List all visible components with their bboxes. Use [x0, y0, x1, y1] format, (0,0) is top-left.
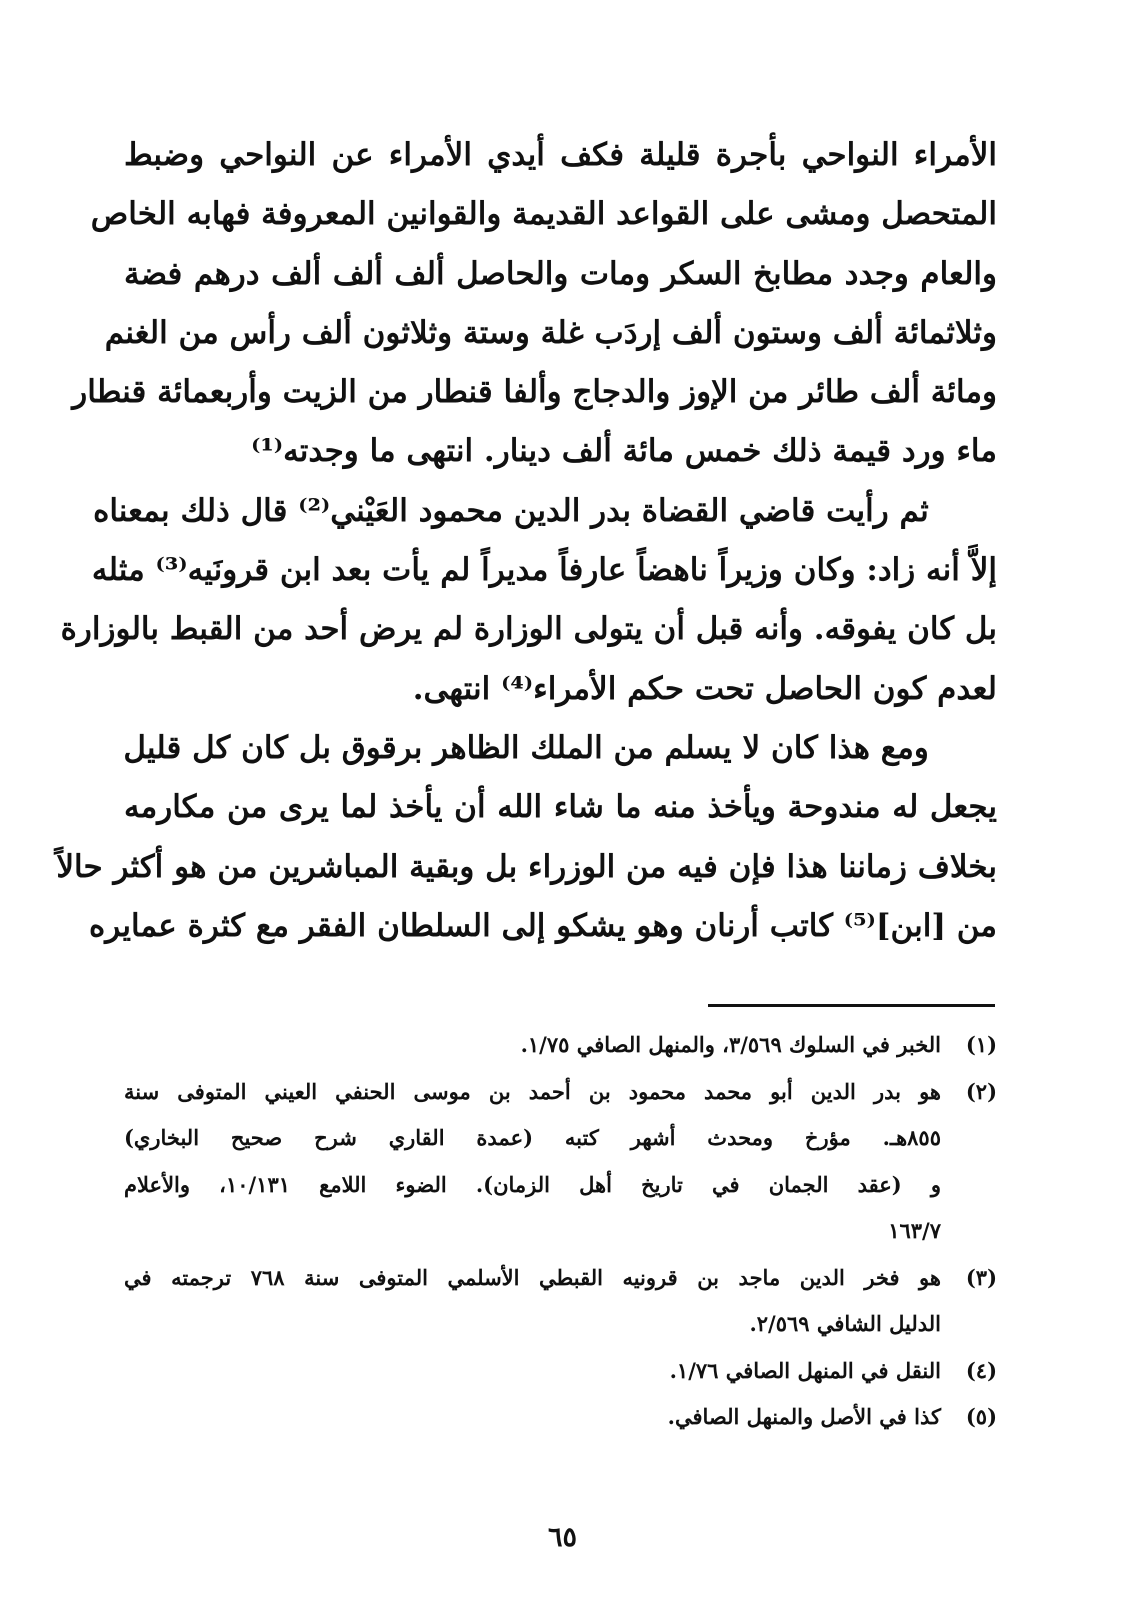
footnote-number: (٢)	[965, 1078, 997, 1104]
footnote-line: النقل في المنهل الصافي ١/٧٦.	[669, 1357, 941, 1383]
footnote-line: ٨٥٥هـ. مؤرخ ومحدث أشهر كتبه (عمدة القاري شرح صحيح البخاري)	[124, 1125, 941, 1150]
footnote-line: الدليل الشافي ٢/٥٦٩.	[749, 1311, 941, 1336]
text-line: ثم رأيت قاضي القضاة بدر الدين محمود العَيْني⁽²⁾ قال ذلك بمعناه	[93, 492, 929, 529]
footnote-text	[124, 1255, 941, 1348]
page-number: ٦٥	[547, 1522, 577, 1553]
main-text	[56, 126, 997, 956]
footnote-1	[124, 1022, 997, 1069]
text-line: لعدم كون الحاصل تحت حكم الأمراء⁽⁴⁾ انتهى.	[412, 670, 997, 707]
text-line: بخلاف زماننا هذا فإن فيه من الوزراء بل وبقية المباشرين من هو أكثر حالاً	[56, 848, 997, 885]
footnote-line: الخبر في السلوك ٣/٥٦٩، والمنهل الصافي ١/٧٥.	[520, 1032, 941, 1057]
footnote-number: (٣)	[965, 1264, 997, 1290]
footnotes	[124, 1022, 997, 1441]
footnote-text	[124, 1069, 941, 1255]
text-line: إلاَّ أنه زاد: وكان وزيراً ناهضاً عارفاً مديراً لم يأت بعد ابن قرونَيه⁽³⁾ مثله	[91, 552, 997, 589]
footnote-3	[124, 1255, 997, 1348]
footnote-4	[124, 1348, 997, 1395]
footnote-line: ١٦٣/٧	[888, 1218, 941, 1243]
footnote-line: كذا في الأصل والمنهل الصافي.	[667, 1404, 941, 1429]
footnote-text	[124, 1022, 941, 1069]
text-line: والعام وجدد مطابخ السكر ومات والحاصل ألف ألف ألف درهم فضة	[124, 255, 997, 292]
footnote-number: (١)	[965, 1032, 997, 1057]
text-line: الأمراء النواحي بأجرة قليلة فكف أيدي الأمراء عن النواحي وضبط	[124, 137, 997, 173]
text-line: ماء ورد قيمة ذلك خمس مائة ألف دينار. انتهى ما وجدته⁽¹⁾	[251, 433, 997, 470]
footnote-line: هو بدر الدين أبو محمد محمود بن أحمد بن موسى الحنفي العيني المتوفى سنة	[124, 1078, 941, 1104]
footnote-text	[124, 1394, 941, 1441]
footnote-separator	[708, 1004, 995, 1007]
footnote-line: هو فخر الدين ماجد بن قرونيه القبطي الأسلمي المتوفى سنة ٧٦٨ ترجمته في	[124, 1264, 941, 1290]
footnote-line: و (عقد الجمان في تاريخ أهل الزمان). الضوء اللامع ١٠/١٣١، والأعلام	[124, 1171, 942, 1197]
footnote-2	[124, 1069, 997, 1255]
paragraph-2	[60, 482, 997, 719]
text-line: من [ابن]⁽⁵⁾ كاتب أرنان وهو يشكو إلى السلطان الفقر مع كثرة عمايره	[88, 907, 997, 944]
paragraph-1	[72, 126, 997, 482]
text-line: وثلاثمائة ألف وستون ألف إردَب غلة وستة وثلاثون ألف رأس من الغنم	[104, 314, 997, 351]
footnote-number: (٤)	[965, 1357, 997, 1383]
paragraph-3	[56, 719, 997, 956]
footnote-number: (٥)	[965, 1404, 997, 1429]
text-line: ومع هذا كان لا يسلم من الملك الظاهر برقوق بل كان كل قليل	[123, 729, 929, 766]
text-line: بل كان يفوقه. وأنه قبل أن يتولى الوزارة لم يرض أحد من القبط بالوزارة	[60, 611, 997, 648]
footnote-5	[124, 1394, 997, 1441]
footnote-text	[124, 1348, 941, 1395]
text-line: المتحصل ومشى على القواعد القديمة والقوانين المعروفة فهابه الخاص	[90, 196, 997, 233]
text-line: ومائة ألف طائر من الإوز والدجاج وألفا قنطار من الزيت وأربعمائة قنطار	[72, 374, 997, 411]
text-line: يجعل له مندوحة ويأخذ منه ما شاء الله أن يأخذ لما يرى من مكارمه	[124, 789, 997, 826]
